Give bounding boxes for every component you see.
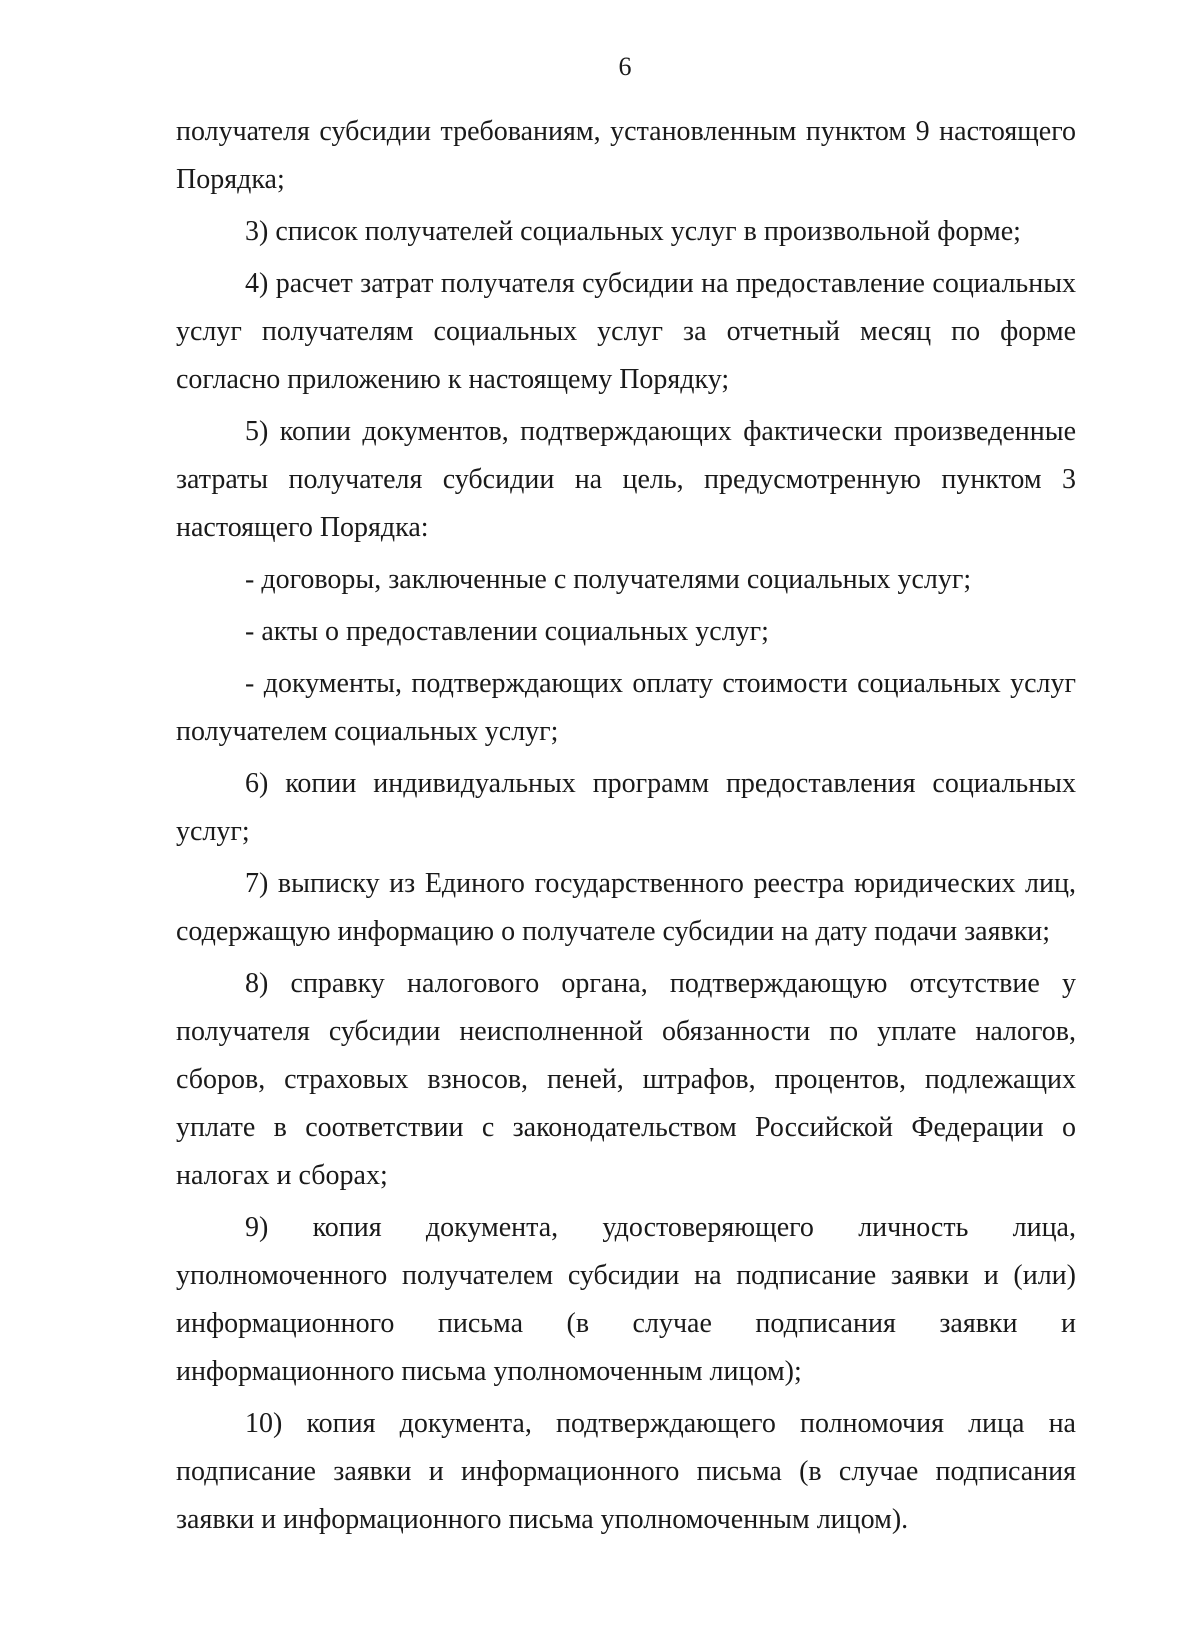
document-body: [176, 108, 1076, 1544]
list-item-4: 4) расчет затрат получателя субсидии на предоставление социальных услуг получателям социальных услуг за отчетный месяц по форме согласно приложению к настоящему Порядку;: [176, 268, 1076, 395]
paragraph-continuation: получателя субсидии требованиям, установленным пунктом 9 настоящего Порядка;: [176, 116, 1076, 195]
list-item-3: 3) список получателей социальных услуг в произвольной форме;: [245, 216, 1021, 247]
page-number: 6: [618, 52, 632, 81]
sub-item-payment-documents: - документы, подтверждающих оплату стоимости социальных услуг получателем социальных услуг;: [176, 668, 1076, 747]
list-item-7: 7) выписку из Единого государственного реестра юридических лиц, содержащую информацию о получателе субсидии на дату подачи заявки;: [176, 868, 1076, 947]
list-item-9: 9) копия документа, удостоверяющего личность лица, уполномоченного получателем субсидии на подписание заявки и (или) информационного письма (в случае подписания заявки и информационного письма уполномоченным лицом);: [176, 1212, 1076, 1387]
list-item-6: 6) копии индивидуальных программ предоставления социальных услуг;: [176, 768, 1076, 847]
list-item-5: 5) копии документов, подтверждающих фактически произведенные затраты получателя субсидии на цель, предусмотренную пунктом 3 настоящего Порядка:: [176, 416, 1076, 543]
sub-item-contracts: - договоры, заключенные с получателями социальных услуг;: [245, 564, 972, 595]
list-item-8: 8) справку налогового органа, подтверждающую отсутствие у получателя субсидии неисполненной обязанности по уплате налогов, сборов, страховых взносов, пеней, штрафов, процентов, подлежащих уплате в соответствии с законодательством Российской Федерации о налогах и сборах;: [176, 968, 1076, 1191]
sub-item-acts: - акты о предоставлении социальных услуг;: [245, 616, 769, 647]
list-item-10: 10) копия документа, подтверждающего полномочия лица на подписание заявки и информационного письма (в случае подписания заявки и информационного письма уполномоченным лицом).: [176, 1408, 1076, 1535]
